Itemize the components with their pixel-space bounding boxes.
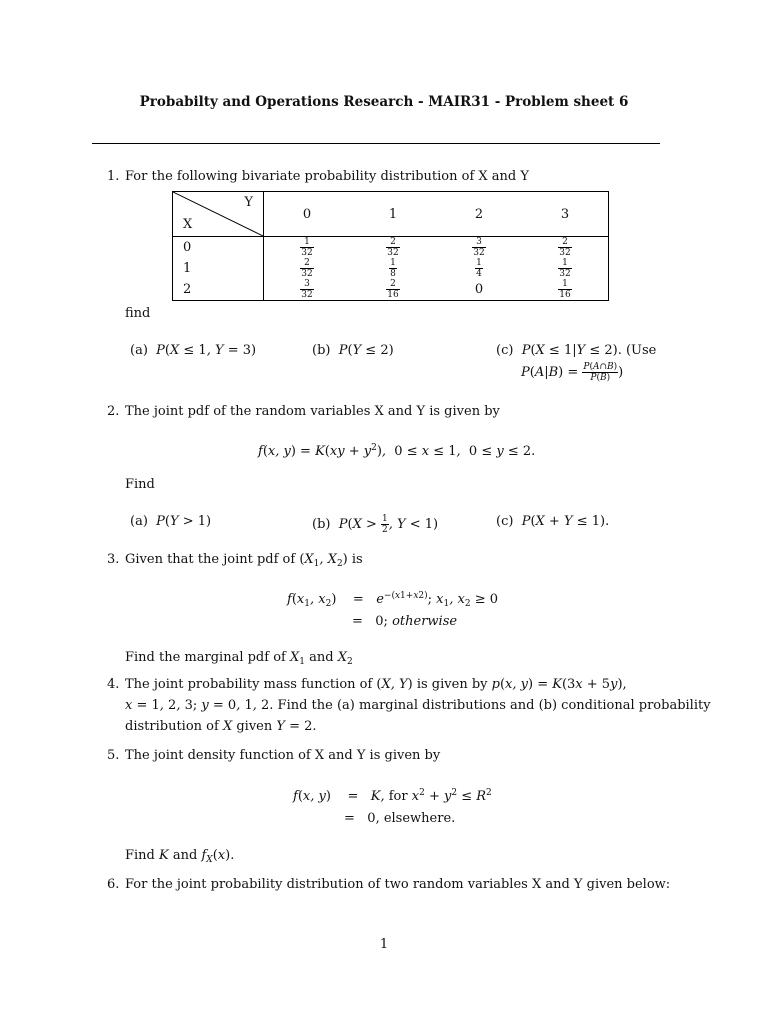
cell-1-2: $\frac{1}{4}$ bbox=[476, 258, 482, 279]
q2-part-c: (c) P(X + Y ≤ 1). bbox=[496, 514, 610, 529]
distribution-table bbox=[172, 191, 609, 301]
cell-2-1: $\frac{2}{16}$ bbox=[350, 279, 436, 301]
q2-part-b: (b) P(X > $\frac{1}{2}$ , Y < 1) bbox=[312, 514, 439, 535]
q1-number: 1. bbox=[107, 169, 120, 184]
page-number: 1 bbox=[379, 937, 389, 952]
table-row bbox=[173, 237, 609, 259]
page-title: Probabilty and Operations Research - MAIR31 - Problem sheet 6 bbox=[139, 94, 629, 110]
table-corner-cell bbox=[173, 192, 264, 237]
col-header-2: 2 bbox=[436, 192, 522, 237]
cell-2-0: $\frac{3}{32}$ bbox=[264, 279, 351, 301]
cell-0-2: $\frac{3}{32}$ bbox=[473, 237, 485, 258]
cell-1-0: $\frac{2}{32}$ bbox=[301, 258, 313, 279]
q2-find: Find bbox=[125, 477, 155, 492]
row-label-2: 2 bbox=[173, 279, 264, 301]
q2-part-a: (a) P(Y > 1) bbox=[130, 514, 212, 529]
q6-number: 6. bbox=[107, 877, 120, 892]
q1-find: find bbox=[125, 306, 151, 321]
q2-intro: The joint pdf of the random variables X and Y is given by bbox=[125, 404, 500, 419]
q5-number: 5. bbox=[107, 748, 120, 763]
table-row bbox=[173, 279, 609, 301]
q6-intro: For the joint probability distribution of two random variables X and Y given below: bbox=[125, 877, 671, 892]
row-label-1: 1 bbox=[173, 258, 264, 279]
q4-line1: The joint probability mass function of (X, Y) is given by p(x, y) = K(3x + 5y), bbox=[125, 677, 627, 692]
q1-intro: For the following bivariate probability distribution of X and Y bbox=[125, 169, 529, 184]
q3-formula-line2: = 0; otherwise bbox=[352, 614, 458, 629]
q2-formula: f(x, $y) = K(xy + y^2)$, 0 ≤ x ≤ 1, 0 ≤ y ≤ 2. bbox=[258, 443, 536, 459]
q1-part-a: (a) P(X ≤ 1, Y = 3) bbox=[130, 343, 257, 358]
col-header-0: 0 bbox=[264, 192, 351, 237]
y-axis-label: Y bbox=[244, 195, 253, 210]
q5-formula-line1: f(x, y) = K, for $x^2 + y^2 \le R^2$ bbox=[293, 788, 492, 804]
cell-1-1: $\frac{1}{8}$ bbox=[390, 258, 396, 279]
cell-2-3: $\frac{1}{16}$ bbox=[522, 279, 609, 301]
cell-2-2: 0 bbox=[436, 279, 522, 301]
q5-find: Find K and $f_X(x)$. bbox=[125, 848, 235, 865]
q4-number: 4. bbox=[107, 677, 120, 692]
q3-formula-line1: $f(x_1$, $x_2$) = $e^{-(x1+x2)}$; $x_1$, $x_2 \ge 0$ bbox=[287, 591, 499, 609]
title-rule bbox=[92, 143, 660, 144]
row-label-0: 0 bbox=[173, 237, 264, 259]
q3-find: Find the marginal pdf of $X_1$ and $X_2$ bbox=[125, 650, 353, 667]
col-header-3: 3 bbox=[522, 192, 609, 237]
cell-0-1: $\frac{2}{32}$ bbox=[387, 237, 399, 258]
cell-0-3: $\frac{2}{32}$ bbox=[522, 237, 609, 259]
col-header-1: 1 bbox=[350, 192, 436, 237]
x-axis-label: X bbox=[183, 217, 193, 232]
table-row bbox=[173, 258, 609, 279]
q2-number: 2. bbox=[107, 404, 120, 419]
q3-intro: Given that the joint pdf of ($X_1$, $X_2$) is bbox=[125, 552, 363, 569]
q3-number: 3. bbox=[107, 552, 120, 567]
q5-intro: The joint density function of X and Y is given by bbox=[125, 748, 441, 763]
q1-part-c: (c) P(X ≤ 1|Y ≤ 2). (Use bbox=[496, 343, 657, 358]
q1-conditional-formula: P(A|B) = $\frac{P(A\cap B)}{P(B)}$ ) bbox=[521, 362, 624, 383]
q5-formula-line2: = 0, elsewhere. bbox=[344, 811, 456, 826]
cell-0-0: $\frac{1}{32}$ bbox=[301, 237, 313, 258]
q4-line3: distribution of X given Y = 2. bbox=[125, 719, 317, 734]
q4-line2: x = 1, 2, 3; y = 0, 1, 2. Find the (a) marginal distributions and (b) conditional probability bbox=[125, 698, 711, 713]
q1-part-b: (b) P(Y ≤ 2) bbox=[312, 343, 394, 358]
cell-1-3: $\frac{1}{32}$ bbox=[522, 258, 609, 279]
